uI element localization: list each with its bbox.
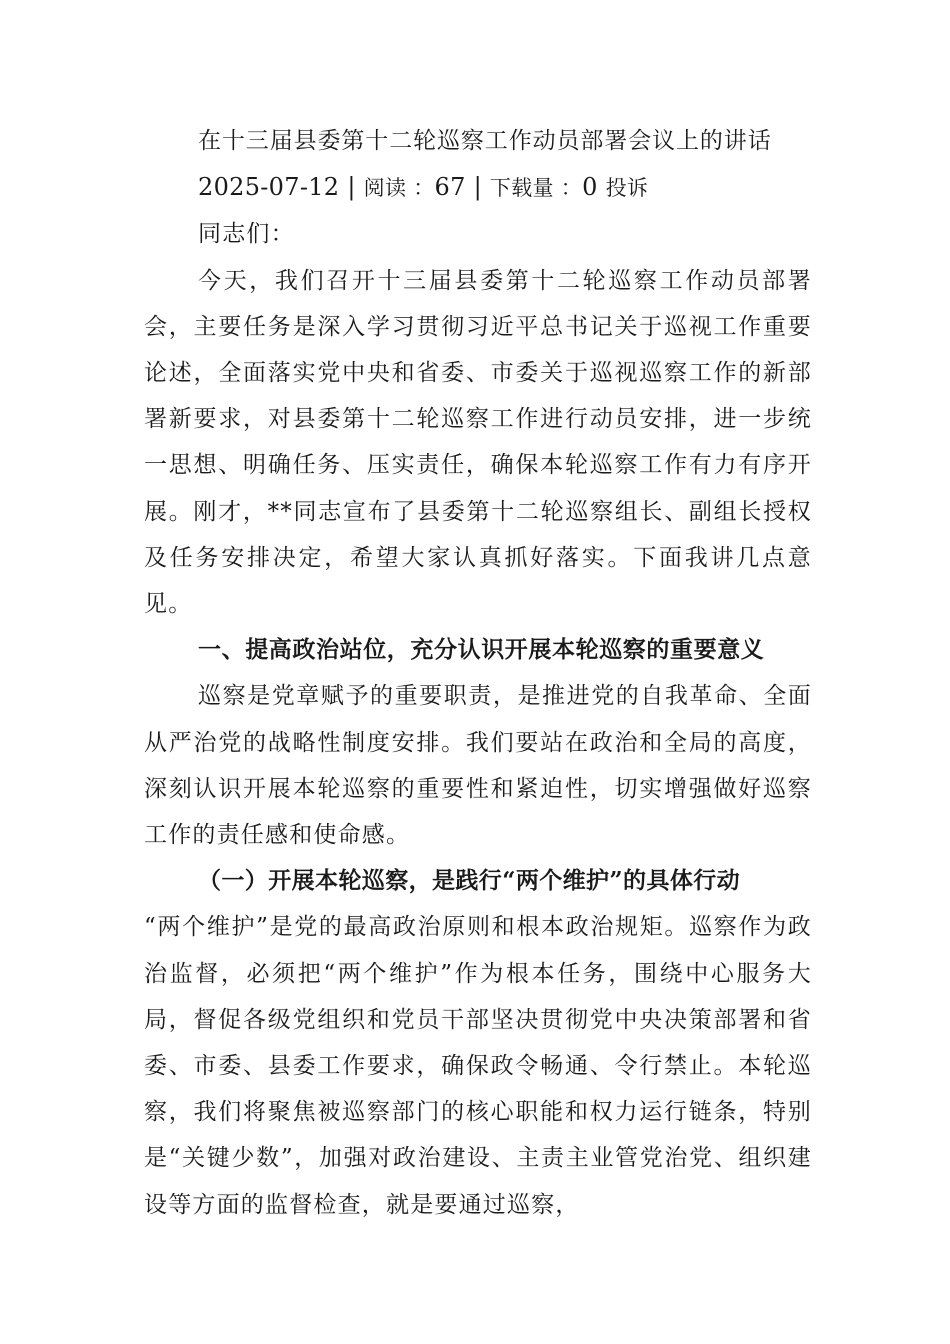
document-content	[144, 118, 812, 1228]
meta-separator: |	[347, 173, 356, 202]
document-title: 在十三届县委第十二轮巡察工作动员部署会议上的讲话	[198, 128, 772, 154]
read-count: 67	[434, 173, 466, 202]
section-paragraph: 巡察是党章赋予的重要职责，是推进党的自我革命、全面从严治党的战略性制度安排。我们要站在政治和全局的高度，深刻认识开展本轮巡察的重要性和紧迫性，切实增强做好巡察工作的责任感和使命感。	[144, 683, 812, 849]
download-count: 0	[582, 173, 598, 202]
subsection-heading: （一）开展本轮巡察，是践行“两个维护”的具体行动	[198, 867, 741, 895]
read-label: 阅读 ：	[363, 176, 435, 201]
complaint-link[interactable]: 投诉	[605, 176, 649, 201]
intro-paragraph: 今天，我们召开十三届县委第十二轮巡察工作动员部署会，主要任务是深入学习贯彻习近平总书记关于巡视工作重要论述，全面落实党中央和省委、市委关于巡视巡察工作的新部署新要求，对县委第十二轮巡察工作进行动员安排，进一步统一思想、明确任务、压实责任，确保本轮巡察工作有力有序开展。刚才，**同志宣布了县委第十二轮巡察组长、副组长授权及任务安排决定，希望大家认真抓好落实。下面我讲几点意见。	[144, 267, 812, 618]
document-meta	[144, 164, 812, 211]
greeting: 同志们：	[198, 221, 295, 248]
publish-date: 2025-07-12	[198, 173, 340, 202]
subsection-paragraph: “两个维护”是党的最高政治原则和根本政治规矩。巡察作为政治监督，必须把“两个维护”作为根本任务，围绕中心服务大局，督促各级党组织和党员干部坚决贯彻党中央决策部署和省委、市委、县委工作要求，确保政令畅通、令行禁止。本轮巡察，我们将聚焦被巡察部门的核心职能和权力运行链条，特别是“关键少数”，加强对政治建设、主责主业管党治党、组织建设等方面的监督检查，就是要通过巡察，	[144, 914, 812, 1218]
section-heading: 一、提高政治站位，充分认识开展本轮巡察的重要意义	[198, 636, 765, 664]
meta-separator: |	[473, 173, 482, 202]
download-label: 下载量 ：	[489, 176, 583, 201]
